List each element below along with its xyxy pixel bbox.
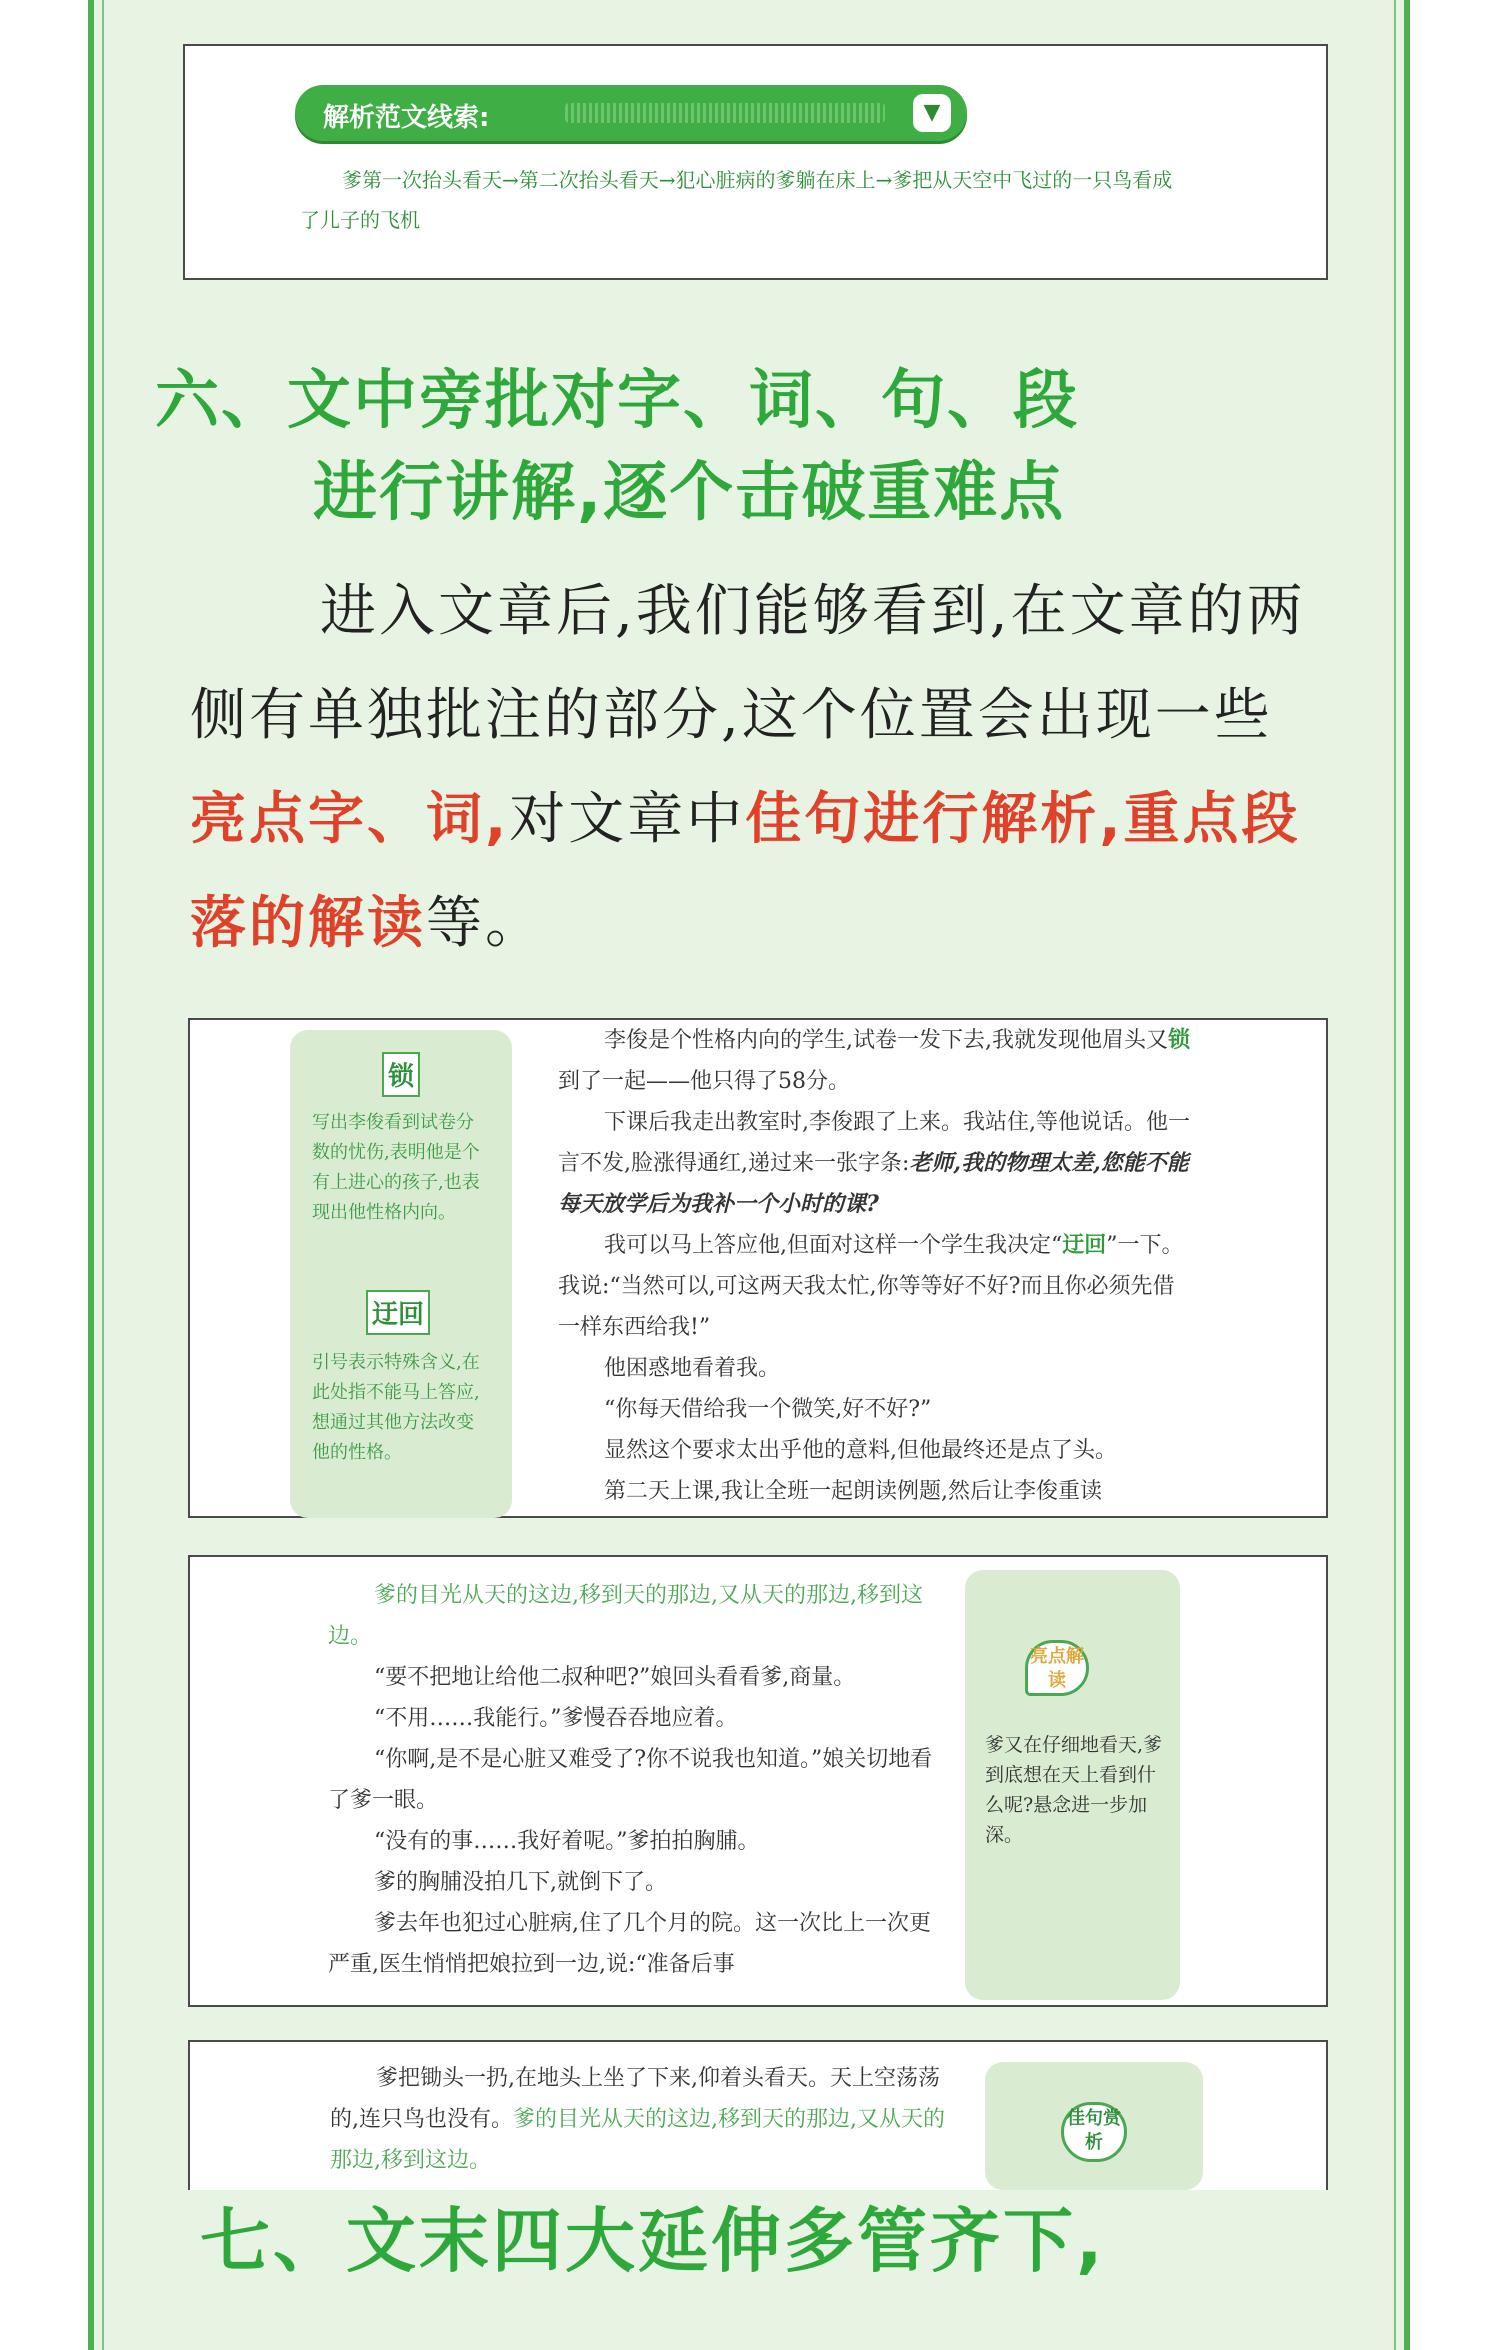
example-1-paragraph: 第二天上课,我让全班一起朗读例题,然后让李俊重读 [604, 1479, 1102, 1504]
example-1-paragraph: 下课后我走出教室时,李俊跟了上来。我站住,等他说话。他一言不发,脸涨得通红,递过来一张字条:老师,我的物理太差,您能不能每天放学后为我补一个小时的课? [558, 1110, 1190, 1217]
example-1-sidebar [290, 1030, 512, 1518]
intro-paragraph [190, 560, 1330, 976]
example-2-paragraph: 爹的胸脯没拍几下,就倒下了。 [374, 1870, 667, 1895]
example-2-note: 爹又在仔细地看天,爹到底想在天上看到什么呢?悬念进一步加深。 [985, 1734, 1163, 1846]
clue-stripes [565, 103, 885, 123]
chevron-down-icon[interactable]: ▼ [913, 94, 951, 132]
section-6-title-line1: 六、文中旁批对字、词、句、段 [155, 364, 1079, 438]
intro-text-3: 等。 [426, 891, 544, 956]
clue-text: 爹第一次抬头看天→第二次抬头看天→犯心脏病的爹躺在床上→爹把从天空中飞过的一只鸟看成了儿子的飞机 [300, 168, 1173, 232]
example-3-paragraph: 爹把锄头一扔,在地头上坐了下来,仰着头看天。天上空荡荡的,连只鸟也没有。爹的目光从天的这边,移到天的那边,又从天的那边,移到这边。 [330, 2066, 945, 2173]
intro-highlight-2: 佳句进行解析,重点段落的解读 [190, 787, 1301, 956]
example-1-paragraph: “你每天借给我一个微笑,好不好?” [604, 1397, 932, 1422]
example-2-paragraph: “要不把地让给他二叔种吧?”娘回头看看爹,商量。 [374, 1665, 856, 1690]
example-2-paragraph: “你啊,是不是心脏又难受了?你不说我也知道。”娘关切地看了爹一眼。 [328, 1747, 933, 1813]
annotation-word-1: 锁 [382, 1052, 420, 1097]
annotation-note-2: 引号表示特殊含义,在此处指不能马上答应,想通过其他方法改变他的性格。 [312, 1352, 480, 1463]
section-6-title [155, 355, 1079, 539]
clue-label: 解析范文线索: [323, 103, 490, 133]
clue-header [295, 85, 967, 141]
example-2-text [328, 1575, 948, 1985]
annotation-note-1: 写出李俊看到试卷分数的忧伤,表明他是个有上进心的孩子,也表现出他性格内向。 [312, 1112, 480, 1223]
sentence-badge-icon: 佳句赏析 [1061, 2102, 1127, 2162]
example-1-text [558, 1020, 1190, 1512]
intro-text-1: 进入文章后,我们能够看到,在文章的两侧有单独批注的部分,这个位置会出现一些 [190, 579, 1306, 748]
example-1-paragraph: 李俊是个性格内向的学生,试卷一发下去,我就发现他眉头又锁到了一起——他只得了58分。 [558, 1027, 1191, 1094]
example-3-sidebar [985, 2062, 1203, 2190]
example-2-paragraph: 爹去年也犯过心脏病,住了几个月的院。这一次比上一次更严重,医生悄悄把娘拉到一边,说:“准备后事 [328, 1911, 931, 1977]
intro-text-2: 对文章中 [509, 787, 746, 852]
example-1-paragraph: 我可以马上答应他,但面对这样一个学生我决定“迂回”一下。我说:“当然可以,可这两天我太忙,你等等好不好?而且你必须先借一样东西给我!” [558, 1232, 1184, 1340]
example-3-text [330, 2058, 950, 2181]
intro-highlight-1: 亮点字、词, [190, 787, 510, 852]
annotation-word-2: 迂回 [366, 1290, 430, 1335]
example-2-paragraph: “不用……我能行。”爹慢吞吞地应着。 [374, 1706, 738, 1731]
example-1-paragraph: 他困惑地看着我。 [604, 1356, 781, 1381]
section-6-title-line2: 进行讲解,逐个击破重难点 [313, 456, 1066, 530]
example-2-sidebar [965, 1570, 1180, 2000]
example-2-paragraph: “没有的事……我好着呢。”爹拍拍胸脯。 [374, 1829, 760, 1854]
example-2-paragraph: 爹的目光从天的这边,移到天的那边,又从天的那边,移到这边。 [328, 1583, 923, 1649]
highlight-badge-icon: 亮点解读 [1025, 1640, 1089, 1696]
section-7-title: 七、文末四大延伸多管齐下, [200, 2200, 1106, 2282]
example-1-paragraph: 显然这个要求太出乎他的意料,但他最终还是点了头。 [604, 1438, 1117, 1463]
